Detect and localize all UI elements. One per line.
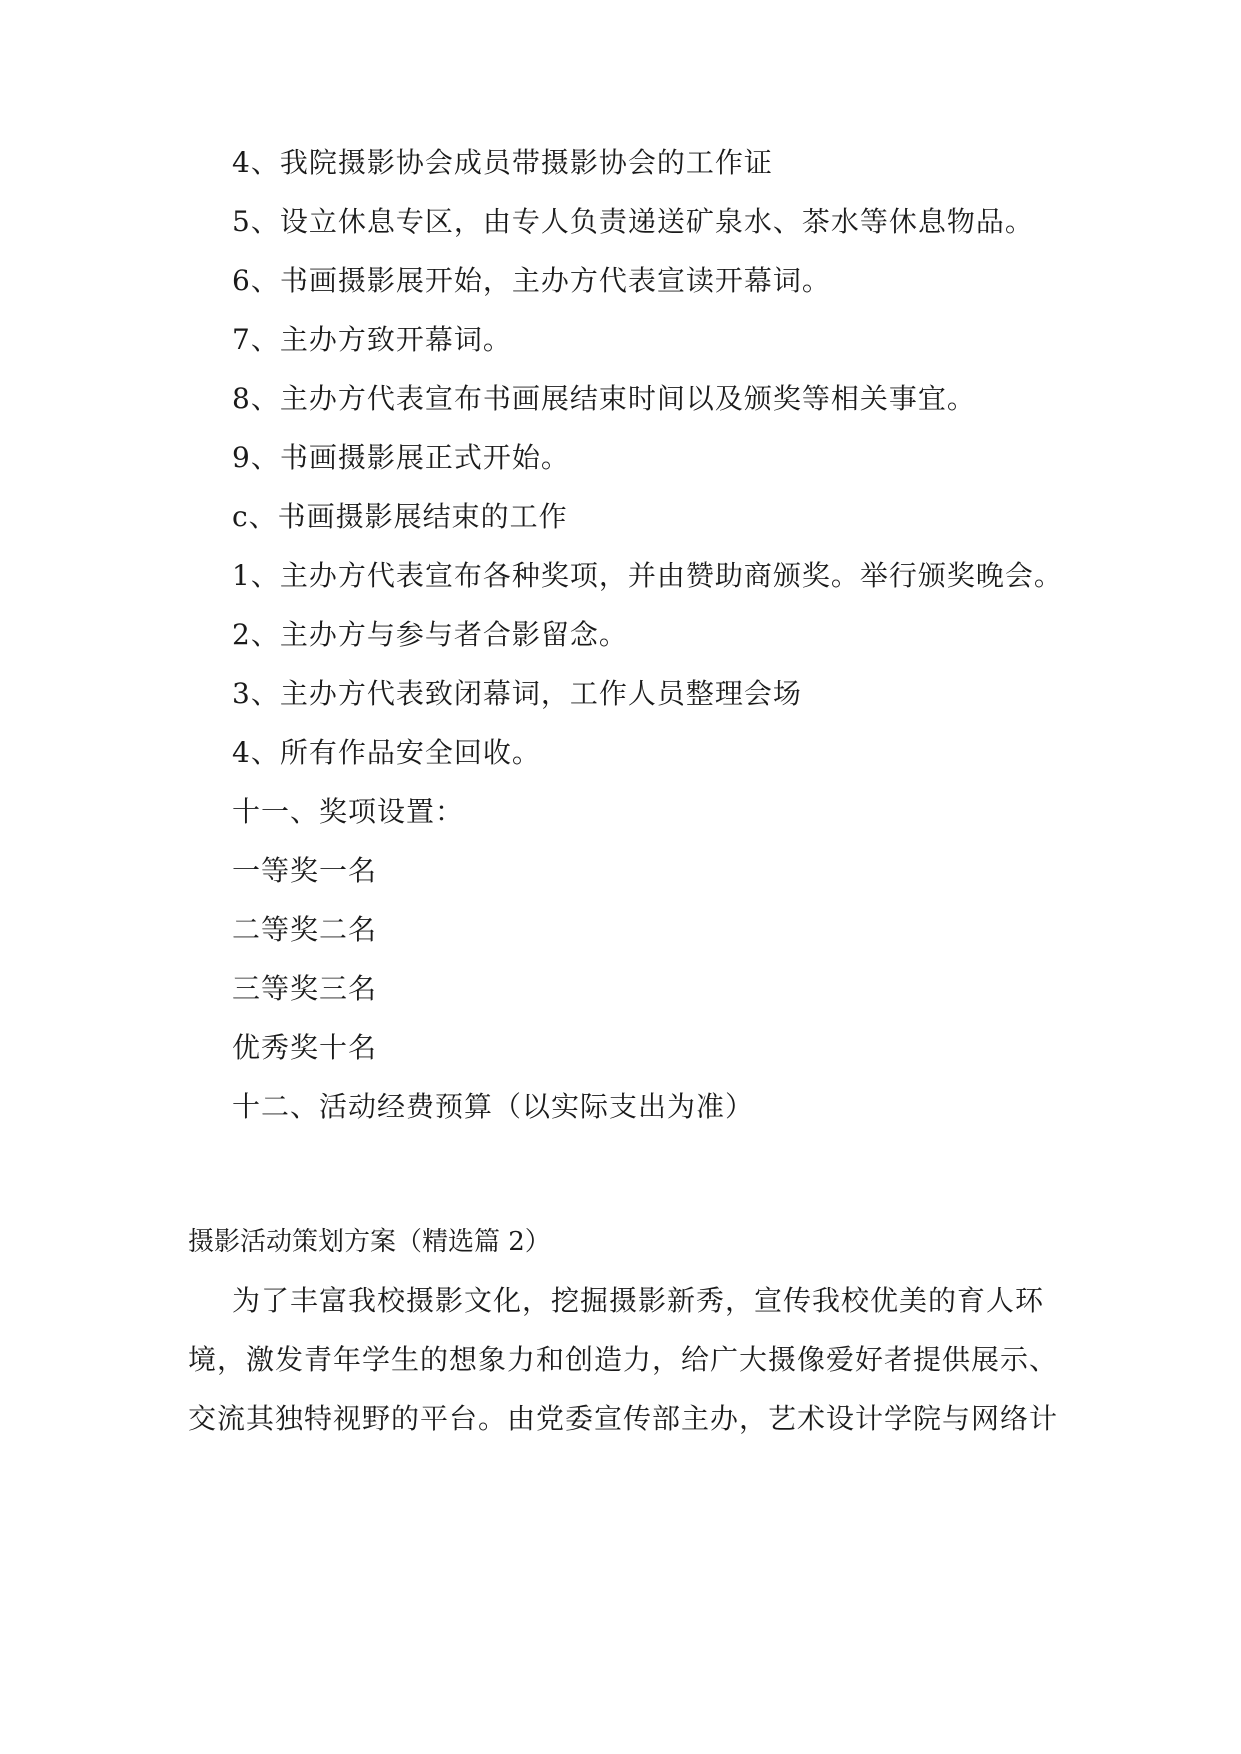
list-item: 1、主办方代表宣布各种奖项，并由赞助商颁奖。举行颁奖晚会。: [232, 559, 1063, 592]
paragraph-line: 境，激发青年学生的想象力和创造力，给广大摄像爱好者提供展示、: [188, 1343, 1059, 1376]
list-item: 8、主办方代表宣布书画展结束时间以及颁奖等相关事宜。: [232, 382, 976, 415]
article-title: 摄影活动策划方案（精选篇 2）: [188, 1227, 551, 1257]
list-item: 5、设立休息专区，由专人负责递送矿泉水、茶水等休息物品。: [232, 205, 1034, 238]
paragraph-line: 为了丰富我校摄影文化，挖掘摄影新秀，宣传我校优美的育人环: [232, 1284, 1045, 1317]
paragraph-line: 交流其独特视野的平台。由党委宣传部主办，艺术设计学院与网络计: [188, 1402, 1059, 1435]
list-item: 3、主办方代表致闭幕词，工作人员整理会场: [232, 677, 802, 710]
list-item: 7、主办方致开幕词。: [232, 323, 512, 356]
list-item: 4、所有作品安全回收。: [232, 736, 541, 769]
award-item: 优秀奖十名: [232, 1031, 378, 1064]
awards-heading: 十一、奖项设置：: [232, 795, 465, 828]
budget-heading: 十二、活动经费预算（以实际支出为准）: [232, 1090, 755, 1123]
list-item: 9、书画摄影展正式开始。: [232, 441, 570, 474]
award-item: 三等奖三名: [232, 972, 378, 1005]
list-item: 6、书画摄影展开始，主办方代表宣读开幕词。: [232, 264, 831, 297]
award-item: 二等奖二名: [232, 913, 378, 946]
award-item: 一等奖一名: [232, 854, 378, 887]
list-item: 2、主办方与参与者合影留念。: [232, 618, 628, 651]
list-item: 4、我院摄影协会成员带摄影协会的工作证: [232, 146, 773, 179]
subheading: c、书画摄影展结束的工作: [232, 500, 568, 533]
